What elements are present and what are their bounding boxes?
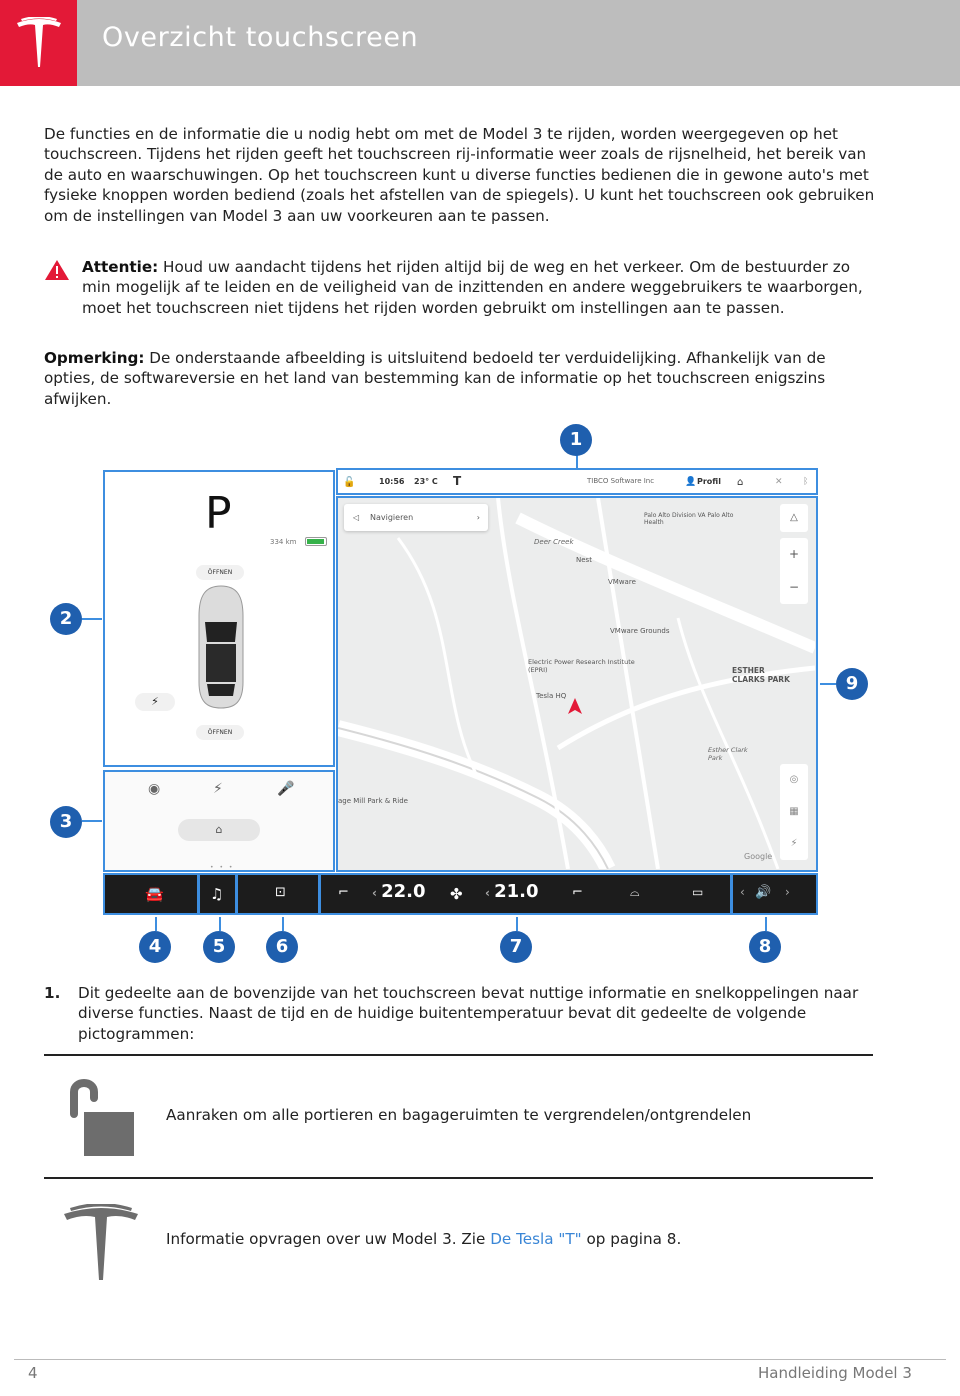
zoom-in-button[interactable]: +	[788, 547, 800, 561]
lock-icon[interactable]: 🔓	[343, 477, 356, 488]
callout-2: 2	[50, 603, 82, 635]
warning-text: Houd uw aandacht tijdens het rijden altijd bij de weg en het verkeer. Om de bestuurder zo min mogelijk af te leiden en de veiligheid van de inzittenden en andere weggebruikers te waarborgen, moet het touchscreen niet tijdens het rijden worden gebruikt om instellingen aan te passen.	[82, 258, 863, 317]
microphone-icon[interactable]: 🎤	[277, 781, 295, 797]
profile-icon[interactable]: 👤	[685, 477, 697, 487]
tesla-t-text-after: op pagina 8.	[581, 1230, 682, 1248]
battery-fill	[307, 539, 324, 544]
navigate-search-box[interactable]	[344, 504, 488, 531]
car-icon[interactable]: 🚘	[145, 885, 164, 903]
range-readout: 334 km	[270, 538, 297, 546]
google-logo: Google	[744, 852, 773, 861]
rear-defrost-icon[interactable]: ▭	[692, 885, 704, 899]
footer-rule	[14, 1359, 946, 1360]
page-number: 4	[28, 1364, 38, 1382]
driver-temp-value: 22.0	[381, 881, 426, 902]
note-paragraph	[44, 348, 879, 409]
charge-port-button[interactable]: ⚡	[135, 693, 175, 711]
homelink-icon[interactable]: ⌂	[737, 477, 744, 488]
status-temp: 23° C	[414, 477, 438, 486]
map-label: Nest	[576, 556, 592, 564]
tesla-t-logo-icon	[15, 17, 63, 69]
tesla-t-link[interactable]: De Tesla "T"	[490, 1230, 582, 1248]
chevron-right-icon: ›	[476, 513, 480, 522]
dock-divider	[730, 875, 733, 913]
tesla-t-icon[interactable]: T	[453, 474, 462, 488]
status-time: 10:56	[379, 477, 405, 486]
status-bar	[339, 471, 815, 492]
dock-divider	[318, 875, 321, 913]
page-header	[0, 0, 960, 86]
fan-icon[interactable]: ✤	[450, 885, 463, 903]
map-label: age Mill Park & Ride	[338, 797, 408, 805]
status-location: TIBCO Software Inc	[587, 477, 655, 485]
front-defrost-icon[interactable]: ⌓	[630, 885, 640, 899]
leader-line	[82, 618, 102, 620]
lock-icon	[64, 1074, 136, 1158]
warning-label: Attentie:	[82, 258, 159, 276]
leader-line	[82, 820, 102, 822]
zoom-controls	[780, 538, 808, 604]
leader-line	[820, 683, 836, 685]
callout-6: 6	[266, 931, 298, 963]
table-rule	[44, 1054, 873, 1056]
callout-9: 9	[836, 668, 868, 700]
map-options-panel	[780, 764, 808, 860]
page-title: Overzicht touchscreen	[102, 22, 419, 53]
callout-8: 8	[749, 931, 781, 963]
map-label: Deer Creek	[534, 538, 574, 546]
charging-map-icon[interactable]: ⚡	[790, 838, 798, 849]
compass-button[interactable]: △	[780, 504, 808, 532]
profile-label[interactable]: Profil	[697, 477, 721, 486]
tesla-t-description	[166, 1230, 681, 1248]
navigate-icon: ◁	[353, 513, 360, 522]
callout-4: 4	[139, 931, 171, 963]
wiper-button[interactable]: ⌂	[178, 819, 260, 841]
connectivity-icon: ✕	[775, 477, 783, 487]
map-label: Electric Power Research Institute (EPRI)	[528, 658, 635, 674]
camera-icon[interactable]: ◉	[148, 781, 161, 797]
map-label: Esther Clark Park	[708, 746, 748, 762]
app-launcher-icon[interactable]: ⊡	[275, 885, 286, 900]
chevron-left-icon: ‹	[485, 886, 495, 900]
table-rule	[44, 1177, 873, 1179]
leader-line	[219, 917, 221, 931]
map-label: VMware	[608, 578, 636, 586]
volume-icon[interactable]: 🔊	[755, 885, 772, 900]
traffic-icon[interactable]: ▦	[789, 806, 799, 817]
seat-icon[interactable]: ⌐	[338, 885, 349, 900]
leader-line	[282, 917, 284, 931]
list-number: 1.	[44, 984, 61, 1002]
footer-title: Handleiding Model 3	[758, 1364, 912, 1382]
passenger-temp[interactable]	[485, 881, 539, 902]
dock-divider	[235, 875, 238, 913]
callout-7: 7	[500, 931, 532, 963]
map-label: Palo Alto Division VA Palo Alto Health	[644, 512, 734, 526]
passenger-temp-value: 21.0	[494, 881, 539, 902]
leader-line	[155, 917, 157, 931]
page-dots: • • •	[210, 864, 235, 871]
callout-5: 5	[203, 931, 235, 963]
chevron-left-icon[interactable]: ‹	[740, 885, 745, 899]
seat-heater-icon[interactable]: ⌐	[572, 885, 583, 900]
energy-icon[interactable]: ⚡	[213, 781, 223, 797]
callout-3: 3	[50, 806, 82, 838]
gear-indicator: P	[205, 488, 232, 539]
callout-1: 1	[560, 424, 592, 456]
battery-indicator	[305, 537, 327, 546]
tesla-t-icon	[62, 1204, 140, 1282]
tesla-t-text: Informatie opvragen over uw Model 3. Zie	[166, 1230, 491, 1248]
car-top-view-icon	[193, 582, 249, 712]
warning-icon	[44, 259, 70, 281]
bluetooth-icon[interactable]: ᛒ	[803, 477, 809, 487]
driver-temp[interactable]	[372, 881, 426, 902]
chevron-right-icon[interactable]: ›	[785, 885, 790, 899]
note-label: Opmerking:	[44, 349, 145, 367]
dock-divider	[197, 875, 200, 913]
open-frunk-button[interactable]: ÖFFNEN	[196, 565, 244, 580]
list-text: Dit gedeelte aan de bovenzijde van het touchscreen bevat nuttige informatie en snelkoppelingen naar diverse functies. Naast de tijd en de huidige buitentemperatuur bevat dit gedeelte de volgende pictogrammen:	[78, 984, 859, 1043]
music-note-icon[interactable]: ♫	[210, 885, 224, 903]
intro-paragraph: De functies en de informatie die u nodig hebt om met de Model 3 te rijden, worden weergegeven op het touchscreen. Tijdens het rijden geeft het touchscreen rij-informatie weer zoals de rijsnelheid, het bereik van de auto en waarschuwingen. Op het touchscreen kunt u diverse functies bedienen die in gewone auto's met fysieke knoppen worden bediend (zoals het afstellen van de spiegels). U kunt het touchscreen ook gebruiken om de instellingen van Model 3 aan uw voorkeuren aan te passen.	[44, 125, 875, 225]
chevron-left-icon: ‹	[372, 886, 382, 900]
map-label: ESTHER CLARKS PARK	[732, 666, 790, 684]
map-label: Tesla HQ	[536, 692, 567, 700]
zoom-out-button[interactable]: −	[788, 580, 800, 594]
leader-line	[765, 917, 767, 931]
tesla-logo	[0, 0, 77, 86]
leader-line	[516, 917, 518, 931]
map-label: VMware Grounds	[610, 627, 670, 635]
leader-line	[576, 454, 578, 468]
warning-paragraph	[82, 257, 872, 318]
open-trunk-button[interactable]: ÖFFNEN	[196, 725, 244, 740]
globe-icon[interactable]: ◎	[789, 774, 799, 785]
map-frame	[336, 496, 818, 872]
navigate-label: Navigieren	[370, 513, 414, 522]
lock-description: Aanraken om alle portieren en bagageruimten te vergrendelen/ontgrendelen	[166, 1106, 752, 1124]
note-text: De onderstaande afbeelding is uitsluitend bedoeld ter verduidelijking. Afhankelijk van de opties, de softwareversie en het land van bestemming kan de informatie op het touchscreen enigszins afwijken.	[44, 349, 826, 408]
